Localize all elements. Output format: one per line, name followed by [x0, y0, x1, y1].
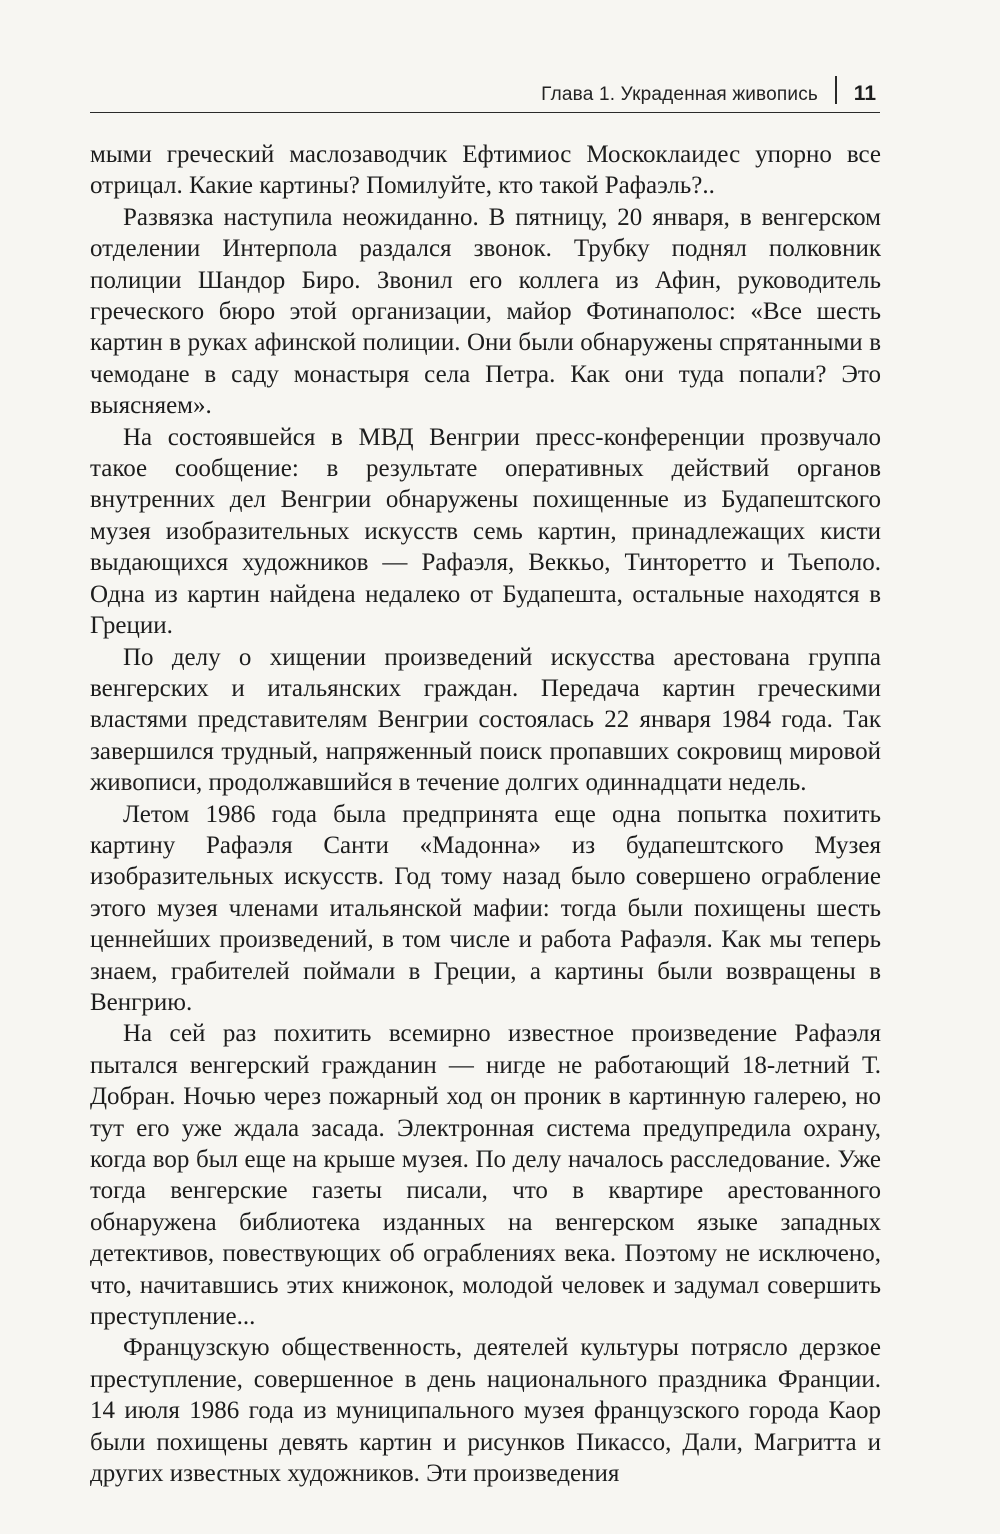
page-number: 11	[853, 82, 876, 105]
paragraph: Развязка наступила неожиданно. В пятницу, 20 января, в венгерском отделении Интерпола раздался звонок. Трубку поднял полковник полиции Шандор Биро. Звонил его коллега из Афин, руководитель греческого бюро этой организации, майор Фотинаполос: «Все шесть картин в руках афинской полиции. Они были обнаружены спрятанными в чемодане в саду монастыря села Петра. Как они туда попали? Это выясняем».	[90, 203, 881, 420]
chapter-title: Глава 1. Украденная живопись	[541, 84, 818, 105]
paragraph: Французскую общественность, деятелей культуры потрясло дерзкое преступление, совершенное в день национального праздника Франции. 14 июля 1986 года из муниципального музея французского города Каор были похищены девять картин и рисунков Пикассо, Дали, Магритта и других известных художников. Эти произведения	[90, 1334, 881, 1488]
paragraph: На состоявшейся в МВД Венгрии пресс-конференции прозвучало такое сообщение: в результате оперативных действий органов внутренних дел Венгрии обнаружены похищенные из Будапештского музея изобразительных искусств семь картин, принадлежащих кисти выдающихся художников — Рафаэля, Веккьо, Тинторетто и Тьеполо. Одна из картин найдена недалеко от Будапешта, остальные находятся в Греции.	[90, 423, 881, 640]
paragraph-continued: мыми греческий маслозаводчик Ефтимиос Москоклаидес упорно все отрицал. Какие картины? Помилуйте, кто такой Рафаэль?..	[90, 141, 881, 200]
paragraph: Летом 1986 года была предпринята еще одна попытка похитить картину Рафаэля Санти «Мадонна» из будапештского Музея изобразительных искусств. Год тому назад было совершено ограбление этого музея членами итальянской мафии: тогда были похищены шесть ценнейших произведений, в том числе и работа Рафаэля. Как мы теперь знаем, грабителей поймали в Греции, а картины были возвращены в Венгрию.	[90, 800, 881, 1016]
header-divider	[835, 76, 837, 104]
paragraph: По делу о хищении произведений искусства арестована группа венгерских и итальянских граждан. Передача картин греческими властями представителям Венгрии состоялась 22 января 1984 года. Так завершился трудный, напряженный поиск пропавших сокровищ мировой живописи, продолжавшийся в течение долгих одиннадцати недель.	[90, 643, 881, 797]
running-header	[90, 76, 880, 113]
body-text	[90, 139, 881, 1489]
paragraph: На сей раз похитить всемирно известное произведение Рафаэля пытался венгерский гражданин — нигде не работающий 18-летний Т. Добран. Ночью через пожарный ход он проник в картинную галерею, но тут его уже ждала засада. Электронная система предупредила охрану, когда вор был еще на крыше музея. По делу началось расследование. Уже тогда венгерские газеты писали, что в квартире арестованного обнаружена библиотека изданных на венгерском языке западных детективов, повествующих об ограблениях века. Поэтому не исключено, что, начитавшись этих книжонок, молодой человек и задумал совершить преступление...	[90, 1020, 881, 1331]
